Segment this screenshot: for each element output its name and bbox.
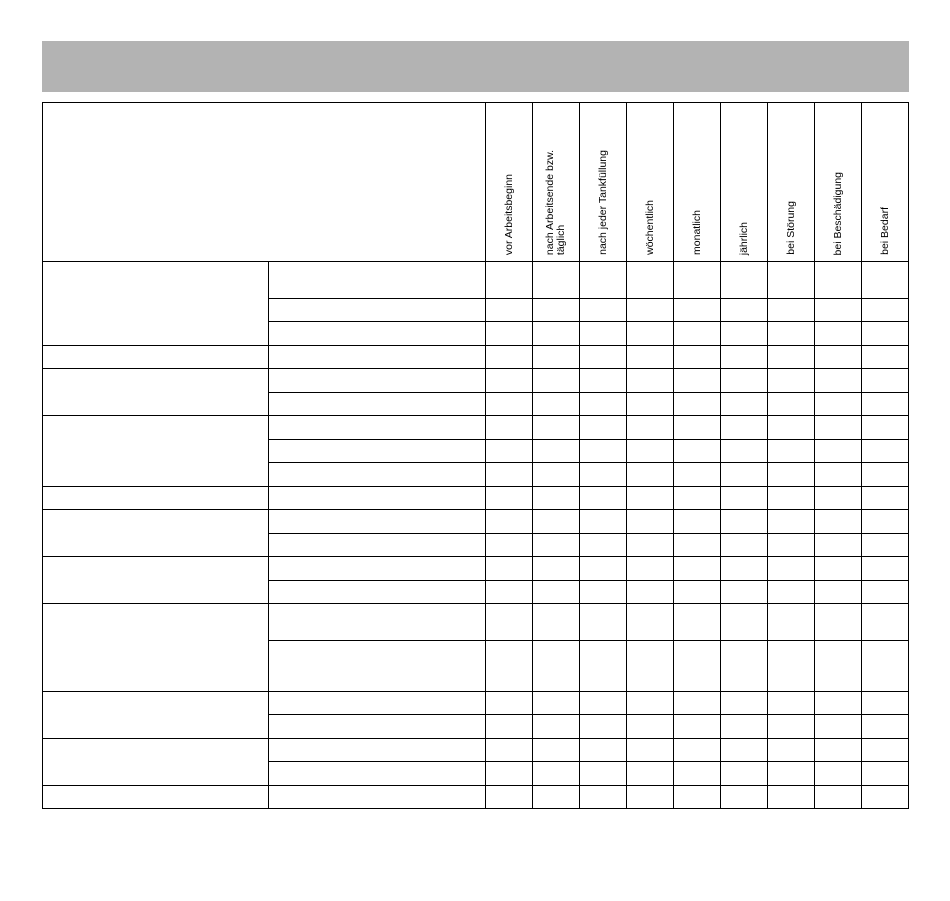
- header-label: jährlich: [737, 221, 750, 255]
- check-cell: [815, 739, 862, 762]
- check-cell: [815, 346, 862, 369]
- check-cell: [768, 369, 815, 393]
- header-label: bei Bedarf: [878, 207, 891, 255]
- check-cell: [721, 369, 768, 393]
- check-cell: [486, 322, 533, 346]
- item-label-cell: [269, 604, 486, 641]
- check-cell: [533, 262, 580, 299]
- check-cell: [862, 369, 909, 393]
- check-cell: [674, 416, 721, 440]
- check-cell: [627, 322, 674, 346]
- check-cell: [580, 557, 627, 581]
- check-cell: [862, 346, 909, 369]
- check-cell: [486, 739, 533, 762]
- check-cell: [862, 534, 909, 557]
- check-cell: [486, 369, 533, 393]
- group-label-cell: [43, 487, 269, 510]
- table-row: [43, 786, 909, 809]
- group-label-cell: [43, 604, 269, 692]
- check-cell: [674, 487, 721, 510]
- item-label-cell: [269, 581, 486, 604]
- group-label-cell: [43, 416, 269, 487]
- check-cell: [721, 692, 768, 715]
- header-label: bei Störung: [784, 201, 797, 255]
- item-label-cell: [269, 641, 486, 692]
- check-cell: [721, 346, 768, 369]
- check-cell: [674, 322, 721, 346]
- check-cell: [486, 262, 533, 299]
- check-cell: [768, 463, 815, 487]
- check-cell: [768, 641, 815, 692]
- check-cell: [674, 299, 721, 322]
- check-cell: [580, 762, 627, 786]
- check-cell: [486, 416, 533, 440]
- header-col-8: [862, 103, 909, 262]
- check-cell: [862, 463, 909, 487]
- group-label-cell: [43, 692, 269, 739]
- header-col-7: [815, 103, 862, 262]
- check-cell: [768, 604, 815, 641]
- check-cell: [862, 581, 909, 604]
- check-cell: [815, 393, 862, 416]
- item-label-cell: [269, 762, 486, 786]
- check-cell: [580, 416, 627, 440]
- check-cell: [862, 557, 909, 581]
- check-cell: [862, 739, 909, 762]
- check-cell: [768, 557, 815, 581]
- check-cell: [486, 440, 533, 463]
- check-cell: [862, 299, 909, 322]
- item-label-cell: [269, 715, 486, 739]
- header-label: monatlich: [690, 210, 703, 255]
- check-cell: [486, 715, 533, 739]
- check-cell: [486, 346, 533, 369]
- check-cell: [580, 346, 627, 369]
- table-row: [43, 604, 909, 641]
- check-cell: [721, 581, 768, 604]
- check-cell: [674, 369, 721, 393]
- check-cell: [627, 604, 674, 641]
- check-cell: [815, 534, 862, 557]
- check-cell: [486, 463, 533, 487]
- check-cell: [486, 557, 533, 581]
- check-cell: [768, 715, 815, 739]
- check-cell: [580, 739, 627, 762]
- check-cell: [674, 604, 721, 641]
- check-cell: [674, 581, 721, 604]
- check-cell: [533, 299, 580, 322]
- item-label-cell: [269, 557, 486, 581]
- check-cell: [862, 440, 909, 463]
- group-label-cell: [43, 346, 269, 369]
- check-cell: [533, 786, 580, 809]
- item-label-cell: [269, 393, 486, 416]
- check-cell: [627, 692, 674, 715]
- group-label-cell: [43, 557, 269, 604]
- check-cell: [768, 581, 815, 604]
- item-label-cell: [269, 262, 486, 299]
- check-cell: [768, 346, 815, 369]
- item-label-cell: [269, 739, 486, 762]
- item-label-cell: [269, 322, 486, 346]
- check-cell: [674, 463, 721, 487]
- check-cell: [627, 510, 674, 534]
- check-cell: [580, 641, 627, 692]
- check-cell: [674, 557, 721, 581]
- check-cell: [768, 786, 815, 809]
- check-cell: [862, 692, 909, 715]
- check-cell: [815, 641, 862, 692]
- check-cell: [580, 581, 627, 604]
- check-cell: [815, 487, 862, 510]
- check-cell: [533, 581, 580, 604]
- check-cell: [580, 715, 627, 739]
- check-cell: [768, 393, 815, 416]
- check-cell: [627, 393, 674, 416]
- check-cell: [862, 510, 909, 534]
- check-cell: [533, 463, 580, 487]
- check-cell: [580, 322, 627, 346]
- item-label-cell: [269, 346, 486, 369]
- check-cell: [815, 463, 862, 487]
- check-cell: [533, 557, 580, 581]
- check-cell: [627, 641, 674, 692]
- check-cell: [721, 604, 768, 641]
- check-cell: [486, 641, 533, 692]
- table-row: [43, 557, 909, 581]
- item-label-cell: [269, 416, 486, 440]
- check-cell: [862, 641, 909, 692]
- check-cell: [721, 739, 768, 762]
- title-bar: [42, 41, 909, 92]
- check-cell: [721, 715, 768, 739]
- check-cell: [627, 262, 674, 299]
- check-cell: [721, 322, 768, 346]
- check-cell: [486, 786, 533, 809]
- check-cell: [862, 715, 909, 739]
- check-cell: [627, 786, 674, 809]
- check-cell: [674, 346, 721, 369]
- check-cell: [486, 510, 533, 534]
- item-label-cell: [269, 440, 486, 463]
- header-row: [43, 103, 909, 262]
- header-col-3: [627, 103, 674, 262]
- check-cell: [815, 510, 862, 534]
- item-label-cell: [269, 487, 486, 510]
- header-label: wöchentlich: [643, 200, 656, 255]
- check-cell: [862, 487, 909, 510]
- check-cell: [627, 487, 674, 510]
- check-cell: [674, 762, 721, 786]
- item-label-cell: [269, 534, 486, 557]
- check-cell: [768, 762, 815, 786]
- check-cell: [674, 393, 721, 416]
- check-cell: [533, 534, 580, 557]
- check-cell: [580, 510, 627, 534]
- check-cell: [815, 322, 862, 346]
- check-cell: [815, 416, 862, 440]
- check-cell: [815, 369, 862, 393]
- check-cell: [533, 510, 580, 534]
- check-cell: [674, 715, 721, 739]
- table-row: [43, 369, 909, 393]
- table-row: [43, 487, 909, 510]
- check-cell: [815, 262, 862, 299]
- check-cell: [815, 715, 862, 739]
- check-cell: [721, 393, 768, 416]
- group-label-cell: [43, 262, 269, 346]
- check-cell: [627, 416, 674, 440]
- check-cell: [862, 322, 909, 346]
- check-cell: [580, 786, 627, 809]
- check-cell: [815, 581, 862, 604]
- check-cell: [768, 510, 815, 534]
- check-cell: [486, 393, 533, 416]
- check-cell: [721, 440, 768, 463]
- check-cell: [721, 299, 768, 322]
- check-cell: [486, 692, 533, 715]
- table-row: [43, 692, 909, 715]
- check-cell: [768, 416, 815, 440]
- table-row: [43, 346, 909, 369]
- check-cell: [533, 487, 580, 510]
- header-label: bei Beschädigung: [831, 171, 844, 255]
- check-cell: [580, 463, 627, 487]
- check-cell: [580, 604, 627, 641]
- check-cell: [533, 322, 580, 346]
- header-label: nach jeder Tankfüllung: [596, 150, 609, 255]
- check-cell: [486, 534, 533, 557]
- check-cell: [815, 786, 862, 809]
- table-row: [43, 510, 909, 534]
- check-cell: [674, 440, 721, 463]
- check-cell: [862, 393, 909, 416]
- check-cell: [862, 762, 909, 786]
- check-cell: [486, 604, 533, 641]
- check-cell: [674, 641, 721, 692]
- check-cell: [627, 739, 674, 762]
- check-cell: [721, 557, 768, 581]
- check-cell: [768, 487, 815, 510]
- check-cell: [627, 463, 674, 487]
- check-cell: [533, 739, 580, 762]
- check-cell: [815, 557, 862, 581]
- check-cell: [486, 581, 533, 604]
- check-cell: [815, 299, 862, 322]
- check-cell: [580, 534, 627, 557]
- item-label-cell: [269, 463, 486, 487]
- header-label: nach Arbeitsende bzw. täglich: [544, 149, 567, 255]
- check-cell: [862, 416, 909, 440]
- check-cell: [721, 487, 768, 510]
- check-cell: [768, 440, 815, 463]
- check-cell: [533, 346, 580, 369]
- check-cell: [580, 262, 627, 299]
- table-row: [43, 416, 909, 440]
- group-label-cell: [43, 510, 269, 557]
- item-label-cell: [269, 299, 486, 322]
- check-cell: [674, 534, 721, 557]
- item-label-cell: [269, 692, 486, 715]
- check-cell: [486, 487, 533, 510]
- check-cell: [627, 557, 674, 581]
- check-cell: [768, 262, 815, 299]
- maintenance-schedule-table: [42, 102, 909, 809]
- check-cell: [627, 346, 674, 369]
- table-row: [43, 262, 909, 299]
- check-cell: [721, 534, 768, 557]
- check-cell: [674, 739, 721, 762]
- table-body: [43, 262, 909, 809]
- check-cell: [580, 487, 627, 510]
- check-cell: [580, 692, 627, 715]
- check-cell: [580, 393, 627, 416]
- check-cell: [862, 786, 909, 809]
- check-cell: [674, 692, 721, 715]
- check-cell: [580, 299, 627, 322]
- group-label-cell: [43, 369, 269, 416]
- check-cell: [721, 641, 768, 692]
- header-label: vor Arbeitsbeginn: [502, 173, 515, 255]
- check-cell: [627, 299, 674, 322]
- item-label-cell: [269, 369, 486, 393]
- check-cell: [627, 534, 674, 557]
- check-cell: [674, 786, 721, 809]
- check-cell: [721, 786, 768, 809]
- check-cell: [815, 604, 862, 641]
- table-row: [43, 739, 909, 762]
- check-cell: [862, 262, 909, 299]
- check-cell: [721, 463, 768, 487]
- check-cell: [627, 440, 674, 463]
- check-cell: [674, 510, 721, 534]
- check-cell: [627, 581, 674, 604]
- header-col-5: [721, 103, 768, 262]
- check-cell: [768, 534, 815, 557]
- check-cell: [721, 762, 768, 786]
- check-cell: [533, 393, 580, 416]
- header-blank-cell: [43, 103, 486, 262]
- check-cell: [486, 299, 533, 322]
- check-cell: [862, 604, 909, 641]
- header-col-2: [580, 103, 627, 262]
- check-cell: [721, 262, 768, 299]
- check-cell: [768, 299, 815, 322]
- header-col-4: [674, 103, 721, 262]
- header-col-1: [533, 103, 580, 262]
- check-cell: [815, 440, 862, 463]
- item-label-cell: [269, 510, 486, 534]
- check-cell: [721, 416, 768, 440]
- check-cell: [768, 739, 815, 762]
- check-cell: [580, 440, 627, 463]
- group-label-cell: [43, 786, 269, 809]
- check-cell: [768, 692, 815, 715]
- check-cell: [721, 510, 768, 534]
- check-cell: [533, 416, 580, 440]
- check-cell: [627, 715, 674, 739]
- check-cell: [533, 692, 580, 715]
- item-label-cell: [269, 786, 486, 809]
- check-cell: [533, 715, 580, 739]
- check-cell: [815, 692, 862, 715]
- header-col-0: [486, 103, 533, 262]
- check-cell: [533, 604, 580, 641]
- group-label-cell: [43, 739, 269, 786]
- check-cell: [627, 369, 674, 393]
- header-col-6: [768, 103, 815, 262]
- check-cell: [627, 762, 674, 786]
- check-cell: [580, 369, 627, 393]
- check-cell: [768, 322, 815, 346]
- check-cell: [533, 369, 580, 393]
- check-cell: [674, 262, 721, 299]
- check-cell: [533, 762, 580, 786]
- check-cell: [815, 762, 862, 786]
- check-cell: [486, 762, 533, 786]
- check-cell: [533, 641, 580, 692]
- check-cell: [533, 440, 580, 463]
